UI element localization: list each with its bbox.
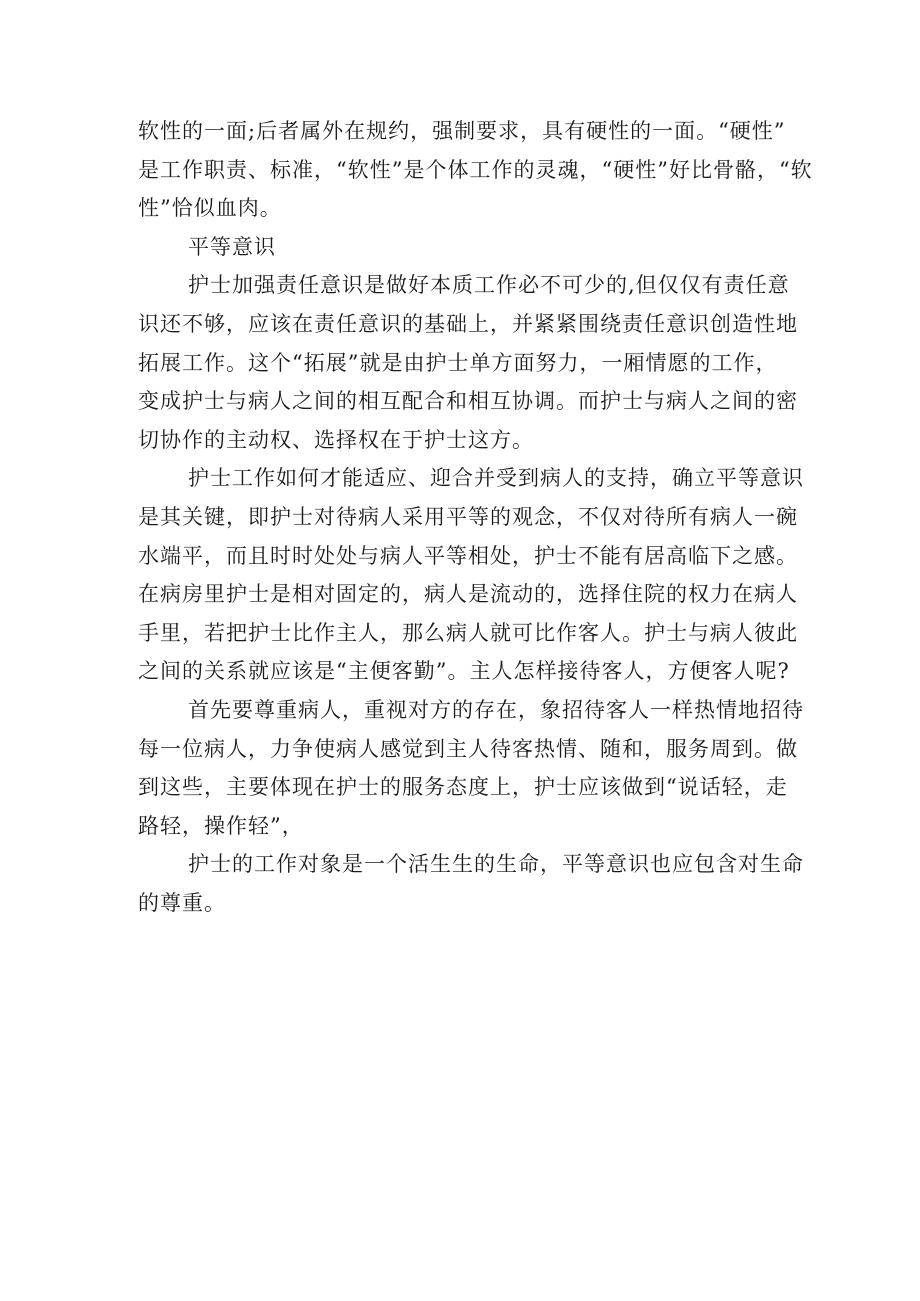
- text-line: 路轻，操作轻”，: [138, 813, 304, 838]
- text-line: 的尊重。: [138, 890, 226, 915]
- text-line: 切协作的主动权、选择权在于护士这方。: [138, 427, 534, 452]
- text-line: 到这些，主要体现在护士的服务态度上，护士应该做到“说话轻，走: [138, 775, 788, 800]
- text-line: 变成护士与病人之间的相互配合和相互协调。而护士与病人之间的密: [138, 389, 798, 414]
- text-line: 在病房里护士是相对固定的，病人是流动的，选择住院的权力在病人: [138, 582, 798, 607]
- document-body: [138, 112, 813, 922]
- text-line: 是工作职责、标准，“软性”是个体工作的灵魂，“硬性”好比骨骼，“软: [138, 157, 813, 182]
- text-line: 软性的一面;后者属外在规约，强制要求，具有硬性的一面。“硬性”: [138, 119, 786, 143]
- text-line: 每一位病人，力争使病人感觉到主人待客热情、随和，服务周到。做: [138, 736, 798, 761]
- section-heading: 平等意识: [188, 234, 276, 259]
- text-line: 性”恰似血肉。: [138, 196, 282, 221]
- text-line: 是其关键，即护士对待病人采用平等的观念，不仅对待所有病人一碗: [138, 504, 798, 529]
- text-line: 首先要尊重病人，重视对方的存在，象招待客人一样热情地招待: [188, 697, 804, 722]
- text-line: 护士加强责任意识是做好本质工作必不可少的,但仅仅有责任意: [188, 273, 790, 298]
- text-line: 手里，若把护士比作主人，那么病人就可比作客人。护士与病人彼此: [138, 620, 798, 645]
- text-line: 拓展工作。这个“拓展”就是由护士单方面努力，一厢情愿的工作，: [138, 350, 778, 375]
- text-line: 识还不够，应该在责任意识的基础上，并紧紧围绕责任意识创造性地: [138, 311, 798, 336]
- text-line: 护士工作如何才能适应、迎合并受到病人的支持，确立平等意识: [188, 466, 804, 491]
- text-line: 之间的关系就应该是“主便客勤”。主人怎样接待客人，方便客人呢?: [138, 659, 790, 684]
- text-line: 护士的工作对象是一个活生生的生命，平等意识也应包含对生命: [188, 852, 804, 877]
- text-line: 水端平，而且时时处处与病人平等相处，护士不能有居高临下之感。: [138, 543, 798, 568]
